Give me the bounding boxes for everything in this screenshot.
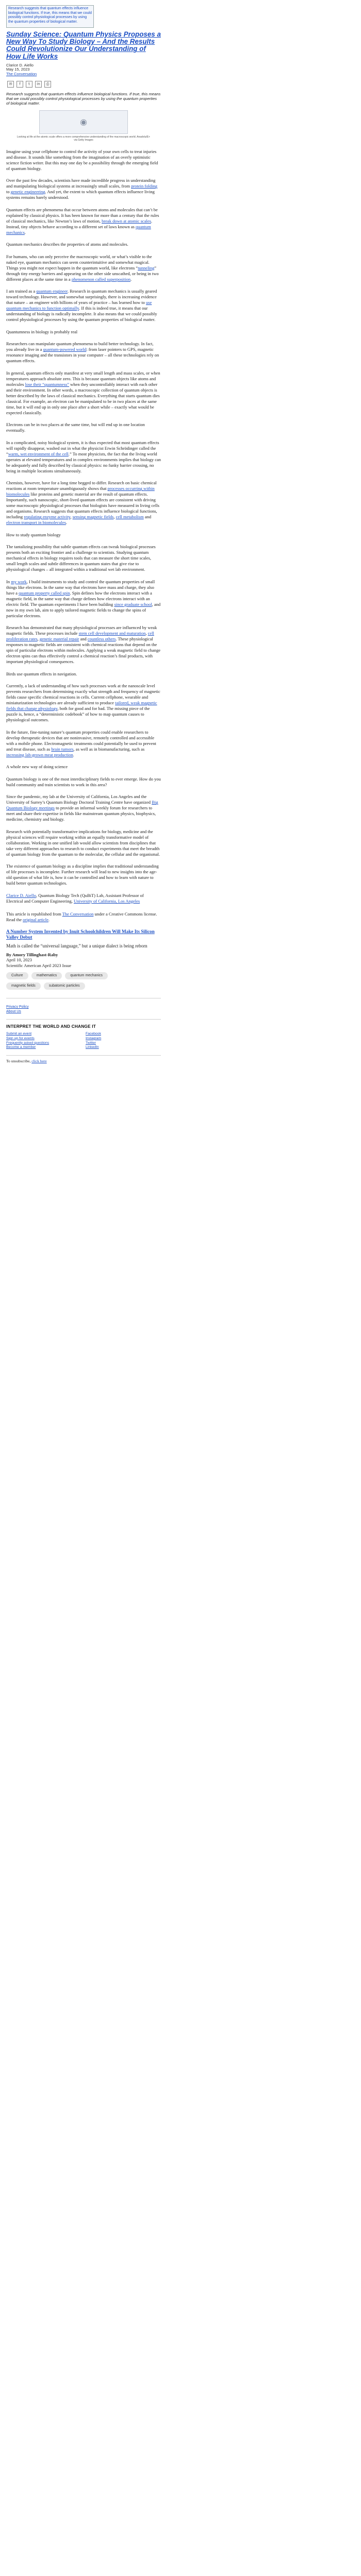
paragraph-text: Quantum effects are phenomena that occur between atoms and molecules that can’t be explained by classical physics. It has been known for more than a century that the rules of classical mechanics, like Newton’s laws of motion, (6, 207, 159, 224)
related-source: Scientific American April 2023 Issue (6, 962, 72, 968)
article-paragraph (6, 370, 161, 416)
paragraph-text: Researchers can manipulate quantum phenomena to build better technology. In fact, you already live in a (6, 341, 154, 352)
paragraph-text: . If this is indeed true, it means that our understanding of biology is radically incomplete. It also means that we could possibly control physiological processes by using the quantum properties of biological matter. (6, 306, 157, 323)
inline-link[interactable]: stem cell development and maturation (78, 631, 146, 636)
figure-caption: Looking at life at the atomic scale offers a more comprehensive understanding of the macroscopic world. Anadolu/E+ via Getty Images (17, 135, 151, 142)
article-paragraph (6, 149, 161, 172)
paragraph-text: I am trained as a (6, 289, 37, 294)
paragraph-text: In the future, fine-tuning nature’s quantum properties could enable researchers to develop therapeutic devices that are noninvasive, remotely controlled and accessible with a mobile phone. Electromagnetic treatments could potentially be used to prevent and treat disease, such as (6, 729, 156, 752)
inline-link[interactable]: phenomenon called superposition (71, 276, 131, 282)
image-icon: ◉ (80, 117, 87, 127)
article-paragraph (6, 480, 161, 526)
email-share-icon[interactable]: ✉ (7, 81, 14, 88)
paragraph-text: : from laser pointers to GPS, magnetic resonance imaging and the transistors in your computer – all these technologies rely on quantum effects. (6, 347, 159, 364)
author-bio (6, 893, 161, 904)
inline-link[interactable]: break down at atomic scales (102, 218, 151, 224)
paragraph-text: like proteins and genetic material are the result of quantum effects. Importantly, such nanoscopic, short-lived quantum effects are consistent with driving some macroscopic physiological processes that biologists have measured in living cells and organisms. Research suggests that quantum effects influence biological functions, including (6, 492, 159, 520)
article-paragraph (6, 207, 161, 235)
sign-up-events-link[interactable]: Sign up for events (6, 1036, 35, 1040)
source-link[interactable]: The Conversation (6, 72, 37, 76)
inline-link[interactable]: genetic material repair (39, 636, 79, 642)
paragraph-text: , (145, 631, 148, 636)
paragraph-text: . Research in quantum mechanics is usually geared toward technology. However, and somewhat surprisingly, there is increasing evidence that nature – an engineer with billions of years of practice – has learned how to (6, 289, 157, 306)
related-author: By Amory Tillinghast-Raby (6, 952, 58, 957)
article-paragraph (6, 794, 161, 822)
inline-link[interactable]: Big Quantum Biology meetings (6, 800, 158, 811)
article-paragraph (6, 863, 161, 886)
tag-list (6, 972, 135, 990)
topic-tag[interactable]: quantum mechanics (65, 972, 108, 979)
print-icon[interactable]: ⎙ (44, 81, 51, 88)
paragraph-text: , I build instruments to study and control the quantum properties of small things like electrons. In the same way that electrons have mass and charge, they also have a (6, 579, 155, 596)
article-paragraph (6, 422, 161, 433)
inline-link[interactable]: processes occurring within biomolecules (6, 486, 155, 497)
article-paragraph (6, 289, 161, 323)
paragraph-text: The tantalizing possibility that subtle quantum effects can tweak biological processes presents both an exciting frontier and a challenge to scientists. Studying quantum mechanical effects in biology requires tools that can measure the short time scales, small length scales and subtle differences in quantum states that give rise to physiological changes – all integrated within a traditional wet lab environment. (6, 544, 156, 572)
publish-date: May 15, 2023 (6, 67, 30, 72)
author-name: Clarice D. Aiello (6, 62, 34, 67)
paragraph-text: Since the pandemic, my lab at the University of California, Los Angeles and the University of Surrey’s Quantum Biology Doctoral Training Centre have organized (6, 794, 152, 805)
unsubscribe-prefix: To unsubscribe, (6, 1058, 32, 1063)
linkedin-share-icon[interactable]: in (35, 81, 42, 88)
inline-link[interactable]: quantum-powered world (43, 347, 87, 352)
article-paragraph (6, 671, 161, 677)
bio-text: , Quantum Biology Tech (QuBiT) Lab, Assistant Professor of Electrical and Computer Engineering, (6, 892, 144, 904)
paragraph-text: , (70, 514, 73, 520)
article-dek: Research suggests that quantum effects influence biological functions. If true, this means that we could possibly control physiological processes by using the quantum properties of biological matter. (6, 91, 161, 106)
hero-image[interactable] (6, 5, 94, 28)
article-paragraph (6, 829, 161, 857)
bio-author-link[interactable]: Clarice D. Aiello (6, 892, 36, 898)
inline-link[interactable]: quantum property called spin (19, 590, 70, 596)
hero-image-alt: Research suggests that quantum effects influence biological functions. If true, this means that we could possibly control physiological processes by using the quantum properties of biological matter. (8, 7, 92, 24)
linkedin-link[interactable]: LinkedIn (86, 1045, 99, 1049)
unsubscribe-link[interactable]: click here (31, 1058, 47, 1063)
topic-tag[interactable]: Culture (6, 972, 28, 979)
related-date: April 10, 2023 (6, 957, 32, 963)
paragraph-text: , and now in my own lab, aim to apply tailored magnetic fields to change the spins of particular electrons. (6, 601, 161, 618)
faq-link[interactable]: Frequently asked questions (6, 1041, 50, 1045)
article-paragraph (6, 329, 161, 335)
inline-link[interactable]: cell proliferation rates (6, 631, 154, 642)
paragraph-text: Chemists, however, have for a long time begged to differ. Research on basic chemical reactions at room temperature unambiguously shows that (6, 480, 157, 492)
paragraph-text: . (24, 229, 26, 235)
inline-link[interactable]: regulating enzyme activity (24, 514, 71, 520)
divider (6, 1055, 161, 1056)
republish-pre: This article is republished from (6, 911, 62, 917)
related-meta (6, 952, 161, 969)
inline-link[interactable]: countless others (87, 636, 116, 642)
paragraph-text: Imagine using your cellphone to control the activity of your own cells to treat injuries and disease. It sounds like something from the imagination of an overly optimistic science fiction writer. But this may one day be a possibility through the emerging field of quantum biology. (6, 148, 158, 171)
article-paragraph (6, 532, 161, 538)
paragraph-text: Research has demonstrated that many physiological processes are influenced by weak magnetic fields. These processes include (6, 625, 157, 636)
figure-image (39, 110, 128, 134)
topic-tag[interactable]: subatomic particles (44, 982, 85, 990)
paragraph-text: In (6, 579, 11, 584)
article-paragraph (6, 544, 161, 572)
paragraph-text: Quantum biology is one of the most interdisciplinary fields to ever emerge. How do you build community and train scientists to work in this area? (6, 776, 161, 787)
facebook-link[interactable]: Facebook (86, 1032, 101, 1036)
twitter-share-icon[interactable]: t (26, 81, 32, 88)
related-article (6, 929, 161, 969)
article-paragraph (6, 242, 161, 247)
inline-link[interactable]: increasing lab-grown meat production (6, 752, 73, 757)
inline-link[interactable]: cell metabolism (116, 514, 144, 520)
paragraph-text: The existence of quantum biology as a discipline implies that traditional understanding of life processes is incomplete. Further research will lead to new insights into the age-old question of what life is, how it can be controlled and how to learn with nature to build better quantum technologies. (6, 863, 159, 886)
paragraph-text: and (143, 514, 152, 520)
article-paragraph (6, 341, 161, 364)
paragraph-text: In general, quantum effects only manifest at very small length and mass scales, or when temperatures approach absolute zero. This is because quantum objects like atoms and molecules (6, 370, 160, 387)
privacy-policy-link[interactable]: Privacy Policy (6, 1005, 29, 1009)
article-paragraph (6, 776, 161, 788)
share-icons (7, 81, 161, 88)
paragraph-text: A whole new way of doing science (6, 764, 68, 770)
paragraph-text: and (79, 636, 88, 642)
paragraph-text: Quantumness in biology is probably real (6, 329, 78, 334)
article-headline[interactable]: Sunday Science: Quantum Physics Proposes a New Way To Study Biology – And the Results Could Revolutionize Our Understanding of How Life Works (6, 30, 161, 60)
paragraph-text: . Spin defines how the electrons interact with a magnetic field, in the same way that charge defines how electrons interact with an electric field. The quantum experiments I have been building (6, 590, 152, 607)
article-figure (6, 110, 161, 142)
paragraph-text: . These physiological responses to magnetic fields are consistent with chemical reactions that depend on the spin of particular electrons within molecules. Applying a weak magnetic field to change electron spins can thus effectively control a chemical reaction’s final products, with important physiological consequences. (6, 636, 161, 665)
inline-link[interactable]: lose their “quantumness” (25, 381, 70, 387)
paragraph-text: . (65, 520, 68, 526)
paragraph-text: How to study quantum biology (6, 532, 61, 537)
related-title[interactable]: A Number System Invented by Inuit Schoolchildren Will Make Its Silicon Valley Debut (6, 928, 155, 940)
inline-link[interactable]: tailored, weak magnetic fields that change physiology (6, 700, 157, 711)
paragraph-text: Currently, a lack of understanding of how such processes work at the nanoscale level prevents researchers from determining exactly what strength and frequency of magnetic fields cause specific chemical reactions in cells. Current cellphone, wearable and miniaturization technologies are already sufficient to produce (6, 683, 160, 706)
original-article-link[interactable]: original article (23, 917, 48, 922)
article-paragraph (6, 440, 161, 474)
inline-link[interactable]: brain tumors (51, 746, 74, 752)
article-paragraph (6, 579, 161, 619)
inline-link[interactable]: warm, wet environment of the cell (8, 451, 69, 456)
inline-link[interactable]: my work (11, 579, 27, 584)
related-dek: Math is called the “universal language,” but a unique dialect is being reborn (6, 943, 147, 948)
submit-event-link[interactable]: Submit an event (6, 1032, 32, 1036)
republish-mid: under a Creative Commons license. Read the (6, 911, 157, 922)
paragraph-text: . Instead, tiny objects behave according to a different set of laws known as (6, 218, 153, 229)
paragraph-text: . (130, 276, 132, 282)
paragraph-text: , both for good and for bad. The missing piece of the puzzle is, hence, a “deterministic codebook” of how to map quantum causes to physiological outcomes. (6, 706, 150, 723)
republish-post: . (48, 917, 50, 922)
inline-link[interactable]: quantum mechanics (6, 224, 151, 235)
paragraph-text: In a complicated, noisy biological system, it is thus expected that most quantum effects will rapidly disappear, washed out in what the physicist Erwin Schrödinger called the “ (6, 439, 159, 456)
article-paragraph (6, 730, 161, 758)
footer-heading: INTERPRET THE WORLD AND CHANGE IT (6, 1024, 96, 1029)
article-body (6, 149, 161, 887)
article-paragraph (6, 683, 161, 723)
become-member-link[interactable]: Become a member (6, 1045, 36, 1049)
email-body (6, 0, 161, 1063)
bio-affiliation-link[interactable]: University of California, Los Angeles (74, 898, 140, 904)
footer-col-1 (6, 1032, 78, 1049)
inline-link[interactable]: protein folding (131, 183, 157, 189)
facebook-share-icon[interactable]: f (17, 81, 23, 88)
paragraph-text: . (73, 752, 74, 757)
paragraph-text: to provide an informal weekly forum for researchers to meet and share their expertise in fields like mainstream quantum physics, biophysics, medicine, chemistry and biology. (6, 805, 156, 822)
inline-link[interactable]: sensing magnetic fields (72, 514, 114, 520)
footer-top-links (6, 1005, 161, 1014)
paragraph-text: , (37, 636, 40, 642)
footer-col-2 (86, 1032, 158, 1049)
inline-link[interactable]: since graduate school (114, 601, 152, 607)
instagram-link[interactable]: Instagram (86, 1036, 102, 1040)
paragraph-text: .” To most physicists, the fact that the living world operates at elevated temperatures and in complex environments implies that biology can be adequately and fully described by classical physics: no funky barrier crossing, no being in multiple locations simultaneously. (6, 451, 161, 473)
divider (6, 1019, 161, 1020)
twitter-link[interactable]: Twitter (86, 1041, 96, 1045)
article-meta (6, 63, 161, 77)
republish-note (6, 911, 161, 923)
paragraph-text: ” through tiny energy barriers and appearing on the other side unscathed, or being in two different places at the same time in a (6, 265, 159, 282)
inline-link[interactable]: tunneling (138, 265, 155, 270)
paragraph-text: when they uncontrollably interact with each other and their environment. In other words, a macroscopic collection of quantum objects is better described by the laws of classical mechanics. Everything that starts quantum dies classical. For example, an electron can be manipulated to be in two places at the same time, but it will end up in only one place after a short while – exactly what would be expected classically. (6, 381, 160, 415)
inline-link[interactable]: use quantum mechanics to function optimally (6, 300, 152, 311)
paragraph-text: , as well as in biomanufacturing, such as (73, 746, 145, 752)
paragraph-text: For humans, who can only perceive the macroscopic world, or what’s visible to the naked eye, quantum mechanics can seem counterintuitive and somewhat magical. Things you might not expect happen in the quantum world, like electrons “ (6, 253, 152, 270)
unsubscribe-line (6, 1059, 161, 1063)
inline-link[interactable]: quantum engineer (36, 289, 68, 294)
inline-link[interactable]: electron transport in biomolecules (6, 520, 66, 526)
paragraph-text: Research with potentially transformative implications for biology, medicine and the physical sciences will require working within an equally transformative model of collaboration. Working in one unified lab would allow scientists from disciplines that take very different approaches to research to conduct experiments that meet the breadth of quantum biology from the quantum to the molecular, the cellular and the organismal. (6, 828, 160, 857)
article-paragraph (6, 625, 161, 665)
paragraph-text: Electrons can be in two places at the same time, but will end up in one location eventually. (6, 422, 145, 433)
footer-columns (6, 1032, 161, 1049)
article-paragraph (6, 178, 161, 200)
topic-tag[interactable]: mathematics (31, 972, 62, 979)
article-paragraph (6, 764, 161, 770)
inline-link[interactable]: genetic engineering (10, 189, 45, 195)
republish-source-link[interactable]: The Conversation (62, 911, 94, 917)
paragraph-text: Birds use quantum effects in navigation. (6, 671, 77, 676)
topic-tag[interactable]: magnetic fields (6, 982, 41, 990)
paragraph-text: , (113, 514, 116, 520)
paragraph-text: . And yet, the extent to which quantum effects influence living systems remains barely understood. (6, 189, 155, 200)
paragraph-text: Quantum mechanics describes the properties of atoms and molecules. (6, 242, 128, 247)
paragraph-text: Over the past few decades, scientists have made incredible progress in understanding and manipulating biological systems at increasingly small scales, from (6, 178, 156, 189)
about-us-link[interactable]: About Us (6, 1010, 21, 1014)
article-paragraph (6, 254, 161, 282)
paragraph-text: to (6, 189, 11, 195)
